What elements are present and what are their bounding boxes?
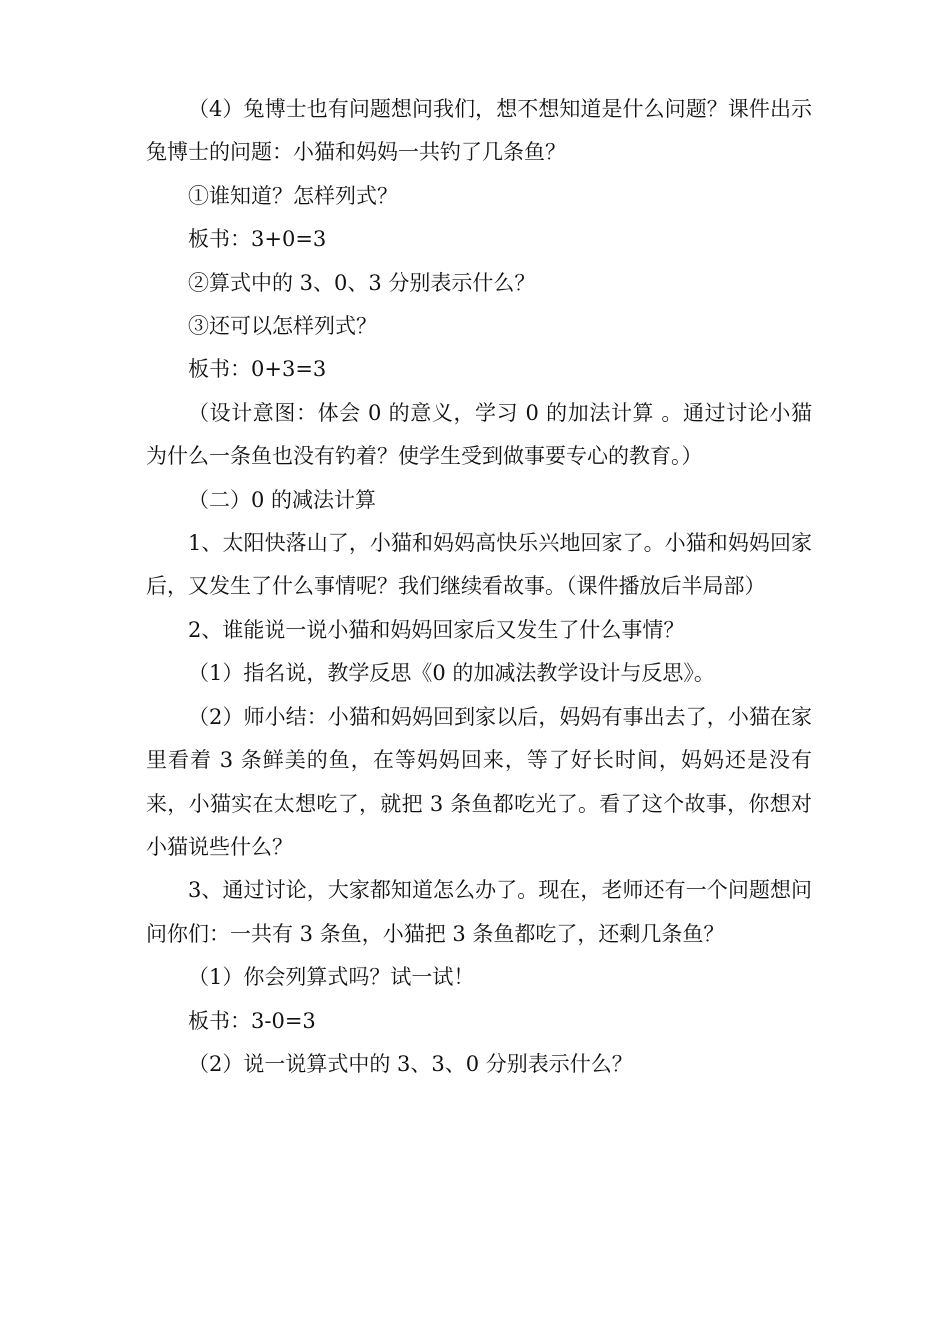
paragraph-name-say: （1）指名说，教学反思《0 的加减法教学设计与反思》。 [188,661,715,686]
paragraph-discussion: 3、通过讨论，大家都知道怎么办了。现在，老师还有一个问题想问问你们：一共有 3 条鱼，小猫把 3 条鱼都吃了，还剩几条鱼？ [146,878,812,946]
paragraph-question-4: （4）兔博士也有问题想问我们，想不想知道是什么问题？课件出示兔博士的问题：小猫和妈妈一共钓了几条鱼？ [146,97,812,165]
paragraph-who-can-say: 2、谁能说一说小猫和妈妈回家后又发生了什么事情？ [188,617,685,642]
paragraph-meaning-numbers: ②算式中的 3、0、3 分别表示什么？ [188,270,536,295]
paragraph-try-formula: （1）你会列算式吗？试一试！ [188,965,475,990]
paragraph-teacher-summary: （2）师小结：小猫和妈妈回到家以后，妈妈有事出去了，小猫在家里看着 3 条鲜美的鱼，在等妈妈回来，等了好长时间，妈妈还是没有来，小猫实在太想吃了，就把 3 条鱼都吃光了。看了这个故事，你想对小猫说些什么？ [146,704,812,859]
paragraph-design-intent: （设计意图：体会 0 的意义，学习 0 的加法计算 。通过讨论小猫为什么一条鱼也没有钓着？使学生受到做事要专心的教育。） [146,400,812,469]
paragraph-meaning-subtraction: （2）说一说算式中的 3、3、0 分别表示什么？ [188,1051,633,1076]
paragraph-board-subtraction: 板书：3-0=3 [188,1008,316,1033]
paragraph-who-knows: ①谁知道？怎样列式？ [188,183,398,208]
section-heading-subtraction: （二）0 的减法计算 [188,487,377,512]
document-body [146,88,812,1086]
paragraph-board-addition-2: 板书：0+3=3 [188,357,327,382]
paragraph-other-formula: ③还可以怎样列式？ [188,314,377,339]
paragraph-board-addition-1: 板书：3+0=3 [188,227,327,252]
paragraph-story-sunset: 1、太阳快落山了，小猫和妈妈高快乐兴地回家了。小猫和妈妈回家后，又发生了什么事情呢？我们继续看故事。（课件播放后半局部） [146,531,812,599]
